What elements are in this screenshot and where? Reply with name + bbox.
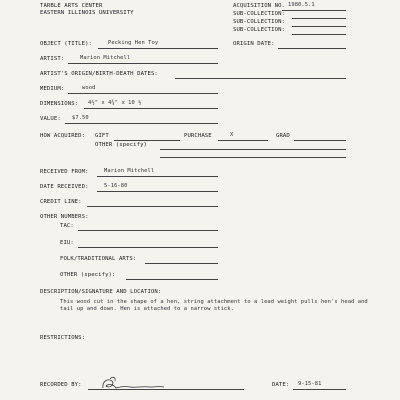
other-specify-label: OTHER (specify) [95,142,148,148]
grad-line [294,140,346,141]
dimensions-value: 4½" x 4¾" x 10 ½ [88,100,142,106]
artist-label: ARTIST: [40,56,65,62]
gift-line [114,140,180,141]
sub-collection-line-3 [292,34,346,35]
other-number-line [126,279,218,280]
value-line [65,123,218,124]
recorder-signature [100,375,170,391]
org-name: TARBLE ARTS CENTER [40,3,103,9]
medium-line [68,93,218,94]
received-from-line [97,176,218,177]
date-received-label: DATE RECEIVED: [40,184,89,190]
other-specify-line-2 [160,157,346,158]
medium-label: MEDIUM: [40,86,65,92]
date-received-value: 5-16-80 [104,183,128,189]
purchase-line [218,140,268,141]
artist-line [68,63,218,64]
tac-line [78,230,218,231]
grad-label: GRAD [276,133,290,139]
acquisition-no-value: 1980.5.1 [288,2,315,8]
sub-collection-label-1: SUB-COLLECTION: [233,11,286,17]
object-title-value: Pecking Hen Toy [108,40,159,46]
description-label: DESCRIPTION/SIGNATURE AND LOCATION: [40,289,162,295]
object-title-line [98,48,218,49]
other-numbers-label: OTHER NUMBERS: [40,214,89,220]
artist-origin-label: ARTIST'S ORIGIN/BIRTH-DEATH DATES: [40,71,158,77]
sub-collection-line-1 [292,18,346,19]
folk-traditional-line [145,263,218,264]
date-line [293,389,346,390]
artist-value: Marion Mitchell [80,55,131,61]
received-from-label: RECEIVED FROM: [40,169,89,175]
restrictions-label: RESTRICTIONS: [40,335,86,341]
acquisition-no-line [282,10,346,11]
org-university: EASTERN ILLINOIS UNIVERSITY [40,10,134,16]
acquisition-no-label: ACQUISITION NO. [233,3,286,9]
dimensions-label: DIMENSIONS: [40,101,79,107]
how-acquired-label: HOW ACQUIRED: [40,133,86,139]
value-value: $7.50 [72,115,89,121]
origin-date-line [278,48,346,49]
folk-traditional-label: FOLK/TRADITIONAL ARTS: [60,256,137,262]
other-number-label: OTHER (specify): [60,272,116,278]
origin-date-label: ORIGIN DATE: [233,41,275,47]
date-label: DATE: [272,382,290,388]
description-text: This wood cut in the shape of a hen, string attachment to a lead weight pulls hen's head and tail up and down. Hen is attached to a narrow stick. [60,299,368,312]
purchase-label: PURCHASE [184,133,212,139]
gift-label: GIFT [95,133,109,139]
credit-line-label: CREDIT LINE: [40,199,82,205]
artist-origin-line [175,78,346,79]
dimensions-line [84,108,218,109]
medium-value: wood [82,85,96,91]
sub-collection-label-3: SUB-COLLECTION: [233,27,286,33]
sub-collection-label-2: SUB-COLLECTION: [233,19,286,25]
received-from-value: Marion Mitchell [104,168,155,174]
recorded-by-label: RECORDED BY: [40,382,82,388]
purchase-mark: X [230,132,234,138]
object-title-label: OBJECT (TITLE): [40,41,93,47]
date-value: 9-15-81 [298,381,322,387]
value-label: VALUE: [40,116,61,122]
tac-label: TAC: [60,223,74,229]
date-received-line [97,191,218,192]
sub-collection-line-2 [292,26,346,27]
eiu-line [78,247,218,248]
credit-line-line [87,206,218,207]
eiu-label: EIU: [60,240,74,246]
other-specify-line-1 [160,149,346,150]
